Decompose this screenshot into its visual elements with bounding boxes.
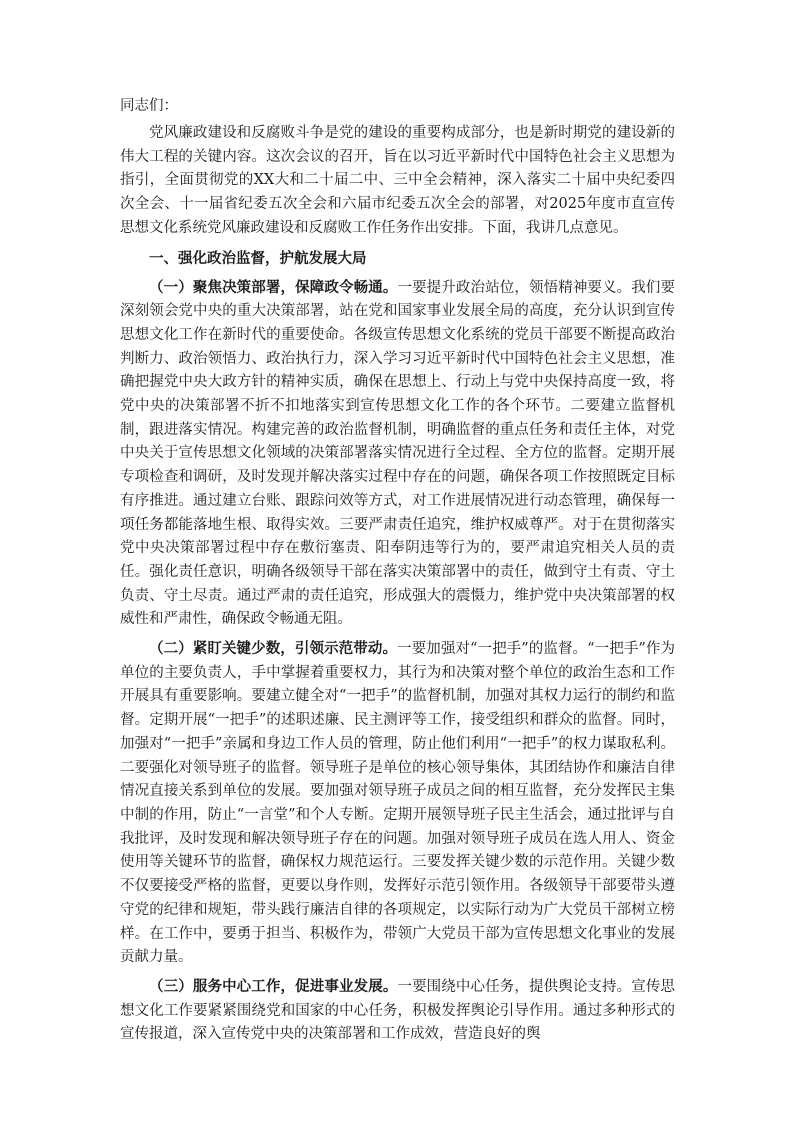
intro-paragraph: 党风廉政建设和反腐败斗争是党的建设的重要构成部分，也是新时期党的建设新的伟大工程的关键内容。这次会议的召开，旨在以习近平新时代中国特色社会主义思想为指引，全面贯彻党的XX大和二十届二中、三中全会精神，深入落实二十届中央纪委四次全会、十一届省纪委五次全会和六届市纪委五次全会的部署，对2025年度市直宣传思想文化系统党风廉政建设和反腐败工作任务作出安排。下面，我讲几点意见。 [120, 125, 675, 236]
paragraph-3 [120, 976, 675, 1047]
section-heading: 一、强化政治监督，护航发展大局 [149, 250, 367, 267]
salutation: 同志们： [120, 98, 178, 114]
paragraph-1-lead: （一）聚焦决策部署，保障政令畅通。 [149, 279, 398, 296]
document-page [120, 94, 675, 1053]
paragraph-3-lead: （三）服务中心工作，促进事业发展。 [149, 978, 398, 995]
paragraph-2-body: 一要加强对“一把手”的监督。“一把手”作为单位的主要负责人，手中掌握着重要权力，其行为和决策对整个单位的政治生态和工作开展具有重要影响。要建立健全对“一把手”的监督机制，加强对其权力运行的制约和监督。定期开展“一把手”的述职述廉、民主测评等工作，接受组织和群众的监督。同时，加强对“一把手”亲属和身边工作人员的管理，防止他们利用“一把手”的权力谋取私利。二要强化对领导班子的监督。领导班子是单位的核心领导集体，其团结协作和廉洁自律情况直接关系到单位的发展。要加强对领导班子成员之间的相互监督，充分发挥民主集中制的作用，防止“一言堂”和个人专断。定期开展领导班子民主生活会，通过批评与自我批评，及时发现和解决领导班子存在的问题。加强对领导班子成员在选人用人、资金使用等关键环节的监督，确保权力规范运行。三要发挥关键少数的示范作用。关键少数不仅要接受严格的监督，更要以身作则，发挥好示范引领作用。各级领导干部要带头遵守党的纪律和规矩，带头践行廉洁自律的各项规定，以实际行动为广大党员干部树立榜样。在工作中，要勇于担当、积极作为，带领广大党员干部为宣传思想文化事业的发展贡献力量。 [120, 641, 676, 966]
paragraph-2 [120, 638, 675, 970]
paragraph-2-lead: （二）紧盯关键少数，引领示范带动。 [149, 641, 398, 658]
paragraph-1 [120, 277, 675, 633]
paragraph-1-body: 一要提升政治站位，领悟精神要义。我们要深刻领会党中央的重大决策部署，站在党和国家事业发展全局的高度，充分认识到宣传思想文化工作在新时代的重要使命。各级宣传思想文化系统的党员干部要不断提高政治判断力、政治领悟力、政治执行力，深入学习习近平新时代中国特色社会主义思想，准确把握党中央大政方针的精神实质，确保在思想上、行动上与党中央保持高度一致，将党中央的决策部署不折不扣地落实到宣传思想文化工作的各个环节。二要建立监督机制，跟进落实情况。构建完善的政治监督机制，明确监督的重点任务和责任主体，对党中央关于宣传思想文化领域的决策部署落实情况进行全过程、全方位的监督。定期开展专项检查和调研，及时发现并解决落实过程中存在的问题，确保各项工作按照既定目标有序推进。通过建立台账、跟踪问效等方式，对工作进展情况进行动态管理，确保每一项任务都能落地生根、取得实效。三要严肃责任追究，维护权威尊严。对于在贯彻落实党中央决策部署过程中存在敷衍塞责、阳奉阴违等行为的，要严肃追究相关人员的责任。强化责任意识，明确各级领导干部在落实决策部署中的责任，做到守土有责、守土负责、守土尽责。通过严肃的责任追究，形成强大的震慑力，维护党中央决策部署的权威性和严肃性，确保政令畅通无阻。 [120, 279, 676, 628]
paragraph-3-body: 一要围绕中心任务，提供舆论支持。宣传思想文化工作要紧紧围绕党和国家的中心任务，积极发挥舆论引导作用。通过多种形式的宣传报道，深入宣传党中央的决策部署和工作成效，营造良好的舆 [120, 978, 676, 1043]
